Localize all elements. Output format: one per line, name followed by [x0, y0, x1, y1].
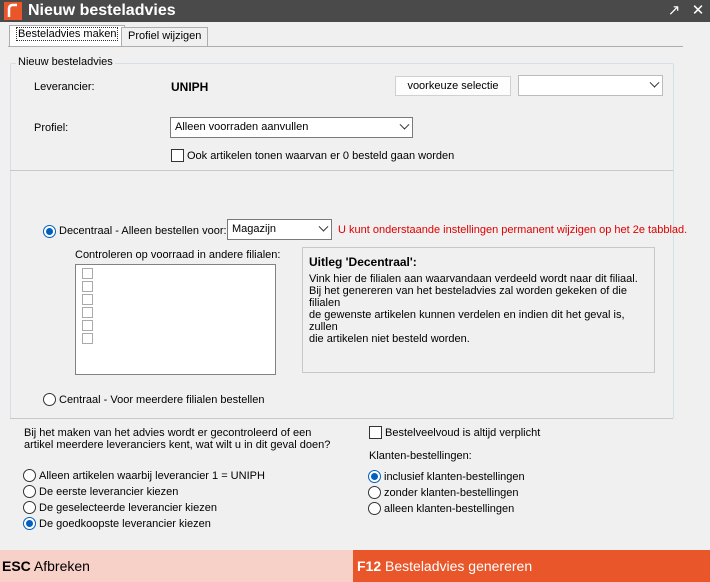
centraal-label[interactable]: Centraal - Voor meerdere filialen bestellen	[59, 394, 265, 406]
tab-label: Profiel wijzigen	[128, 30, 202, 42]
section-divider	[10, 170, 673, 171]
multi-supplier-question: Bij het maken van het advies wordt er gecontroleerd of een	[24, 427, 312, 439]
supplier-option-radio[interactable]	[23, 517, 36, 530]
leverancier-label: Leverancier:	[34, 81, 95, 93]
klanten-option-radio[interactable]	[368, 470, 381, 483]
multi-supplier-question: artikel meerdere leveranciers kent, wat wilt u in dit geval doen?	[24, 439, 331, 451]
supplier-option-radio[interactable]	[23, 469, 36, 482]
decentraal-radio[interactable]	[43, 225, 56, 238]
uitleg-line: Bij het genereren van het besteladvies zal worden gekeken of die filialen	[309, 285, 627, 309]
decentraal-label[interactable]: Decentraal - Alleen bestellen voor:	[59, 225, 227, 237]
filiaal-checkbox[interactable]	[82, 268, 93, 279]
generate-button[interactable]	[353, 550, 710, 582]
filiaal-checkbox[interactable]	[82, 333, 93, 344]
supplier-option-label[interactable]: De geselecteerde leverancier kiezen	[39, 502, 217, 514]
settings-warning: U kunt onderstaande instellingen permanent wijzigen op het 2e tabblad.	[338, 224, 688, 236]
preselect-combo[interactable]	[518, 75, 663, 96]
group-label: Nieuw besteladvies	[18, 56, 113, 68]
filialen-label: Controleren op voorraad in andere filialen:	[75, 249, 281, 261]
centraal-radio[interactable]	[43, 393, 56, 406]
cancel-button[interactable]	[0, 550, 353, 582]
filiaal-checkbox[interactable]	[82, 294, 93, 305]
tab-besteladvies-maken[interactable]	[9, 25, 125, 47]
section-divider	[10, 418, 673, 419]
bestelveelvoud-label[interactable]: Bestelveelvoud is altijd verplicht	[385, 427, 541, 439]
filiaal-checkbox[interactable]	[82, 320, 93, 331]
klanten-option-radio[interactable]	[368, 502, 381, 515]
generate-label: Besteladvies genereren	[385, 558, 533, 574]
supplier-option-radio[interactable]	[23, 501, 36, 514]
voorkeuze-selectie-button[interactable]: voorkeuze selectie	[395, 76, 511, 96]
chevron-down-icon	[400, 120, 410, 130]
show-zero-label[interactable]: Ook artikelen tonen waarvan er 0 besteld gaan worden	[187, 150, 455, 162]
klanten-option-radio[interactable]	[368, 486, 381, 499]
chevron-down-icon	[319, 222, 329, 232]
klanten-option-label[interactable]: inclusief klanten-bestellingen	[384, 471, 525, 483]
uitleg-line: de gewenste artikelen kunnen verdelen en indien dit het geval is, zullen	[309, 309, 625, 333]
klanten-option-label[interactable]: zonder klanten-bestellingen	[384, 487, 519, 499]
profiel-value: Alleen voorraden aanvullen	[175, 121, 309, 133]
title-bar	[0, 0, 710, 22]
klanten-option-label[interactable]: alleen klanten-bestellingen	[384, 503, 515, 515]
generate-key: F12	[357, 558, 382, 574]
location-value: Magazijn	[232, 223, 277, 235]
supplier-option-label[interactable]: Alleen artikelen waarbij leverancier 1 = UNIPH	[39, 470, 265, 482]
uitleg-line: Vink hier de filialen aan waarvandaan verdeeld wordt naar dit filiaal.	[309, 273, 638, 285]
uitleg-title: Uitleg 'Decentraal':	[309, 255, 417, 269]
supplier-option-label[interactable]: De eerste leverancier kiezen	[39, 486, 179, 498]
supplier-option-label[interactable]: De goedkoopste leverancier kiezen	[39, 518, 211, 530]
filialen-list[interactable]	[75, 264, 276, 375]
tab-profiel-wijzigen[interactable]	[121, 27, 208, 46]
profiel-select[interactable]	[170, 117, 413, 138]
uitleg-line: die artikelen niet besteld worden.	[309, 333, 470, 345]
chevron-down-icon	[650, 78, 660, 88]
tab-divider	[8, 46, 683, 47]
maximize-icon[interactable]: ↗	[667, 2, 681, 19]
tab-label: Besteladvies maken	[18, 28, 117, 40]
app-logo-icon	[4, 2, 22, 20]
uitleg-panel	[302, 247, 655, 373]
klanten-label: Klanten-bestellingen:	[369, 450, 472, 462]
leverancier-value: UNIPH	[171, 80, 209, 94]
close-icon[interactable]: ✕	[691, 2, 705, 19]
filiaal-checkbox[interactable]	[82, 281, 93, 292]
show-zero-checkbox[interactable]	[171, 149, 184, 162]
bestelveelvoud-checkbox[interactable]	[369, 426, 382, 439]
profiel-label: Profiel:	[34, 122, 69, 134]
cancel-key: ESC	[2, 558, 31, 574]
filiaal-checkbox[interactable]	[82, 307, 93, 318]
location-select[interactable]	[227, 219, 332, 240]
supplier-option-radio[interactable]	[23, 485, 36, 498]
window-title: Nieuw besteladvies	[28, 2, 176, 19]
cancel-label: Afbreken	[33, 558, 90, 574]
